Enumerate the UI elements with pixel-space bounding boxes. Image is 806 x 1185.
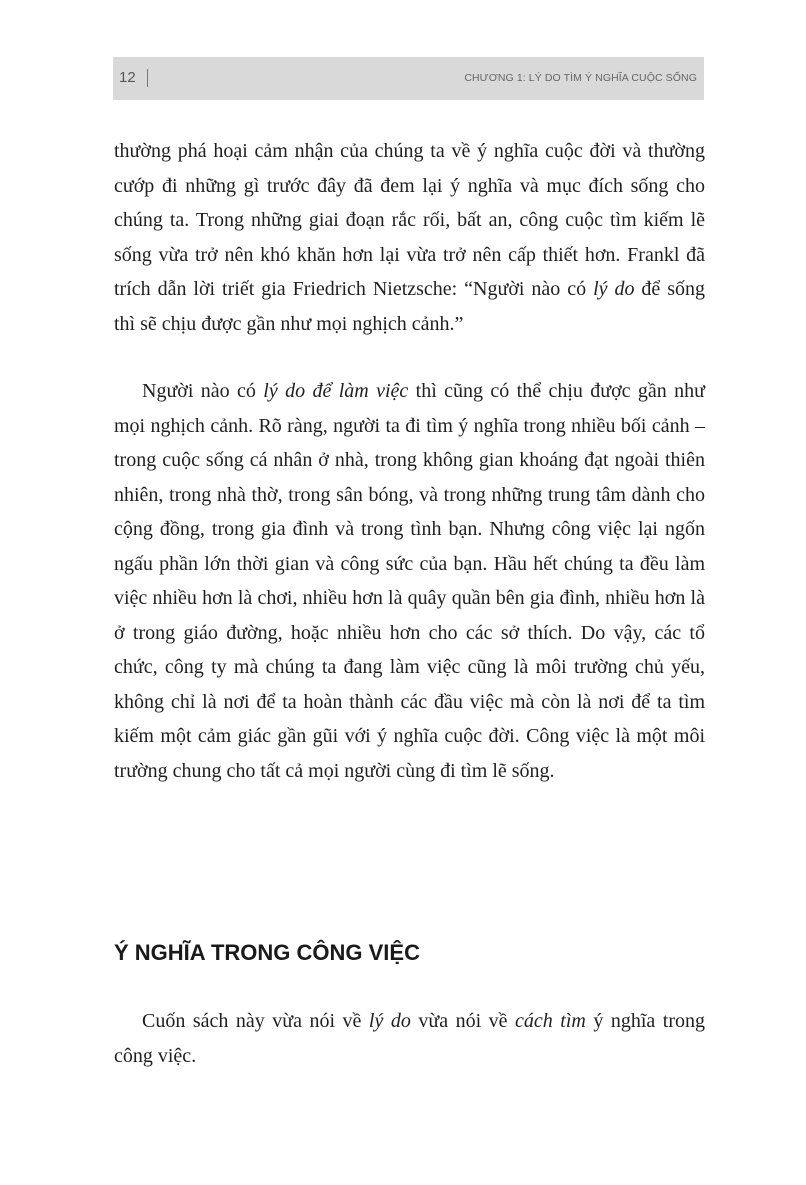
body-paragraph-1 — [114, 134, 705, 341]
emphasis-text: lý do — [368, 1010, 411, 1032]
paragraph-text: thường phá hoại cảm nhận của chúng ta về ý nghĩa cuộc đời và thường cướp đi những gì trước đây đã đem lại ý nghĩa và mục đích sống cho chúng ta. Trong những giai đoạn rắc rối, bất an, công cuộc tìm kiếm lẽ sống vừa trở nên khó khăn hơn lại vừa trở nên cấp thiết hơn. Frankl đã trích dẫn lời triết gia Friedrich Nietzsche: “Người nào có — [114, 140, 705, 300]
page-number-separator — [147, 69, 148, 87]
paragraph-text: thì cũng có thể chịu được gần như mọi nghịch cảnh. Rõ ràng, người ta đi tìm ý nghĩa trong nhiều bối cảnh – trong cuộc sống cá nhân ở nhà, trong không gian khoáng đạt ngoài thiên nhiên, trong nhà thờ, trong sân bóng, và trong những trung tâm dành cho cộng đồng, trong gia đình và trong tình bạn. Nhưng công việc lại ngốn ngấu phần lớn thời gian và công sức của bạn. Hầu hết chúng ta đều làm việc nhiều hơn là chơi, nhiều hơn là quây quần bên gia đình, nhiều hơn là ở trong giáo đường, hoặc nhiều hơn cho các sở thích. Do vậy, các tổ chức, công ty mà chúng ta đang làm việc cũng là môi trường chủ yếu, không chỉ là nơi để ta hoàn thành các đầu việc mà còn là nơi để ta tìm kiếm một cảm giác gần gũi với ý nghĩa cuộc đời. Công việc là một môi trường chung cho tất cả mọi người cùng đi tìm lẽ sống. — [114, 380, 706, 782]
page-number: 12 — [119, 69, 136, 86]
chapter-running-head: CHƯƠNG 1: LÝ DO TÌM Ý NGHĨA CUỘC SỐNG — [464, 72, 697, 84]
paragraph-text: để sống thì sẽ chịu được gần như mọi nghịch cảnh.” — [114, 278, 706, 335]
emphasis-text: lý do để làm việc — [263, 380, 409, 402]
paragraph-text: Người nào có — [142, 380, 264, 402]
paragraph-text: ý nghĩa trong công việc. — [114, 1010, 706, 1067]
body-paragraph-3 — [114, 1004, 705, 1073]
body-paragraph-2 — [114, 374, 705, 788]
section-heading: Ý NGHĨA TRONG CÔNG VIỆC — [114, 940, 420, 965]
emphasis-text: cách tìm — [515, 1010, 586, 1032]
paragraph-text: vừa nói về — [410, 1010, 516, 1032]
running-header — [113, 57, 704, 100]
emphasis-text: lý do — [593, 278, 635, 300]
paragraph-text: Cuốn sách này vừa nói về — [142, 1010, 369, 1032]
